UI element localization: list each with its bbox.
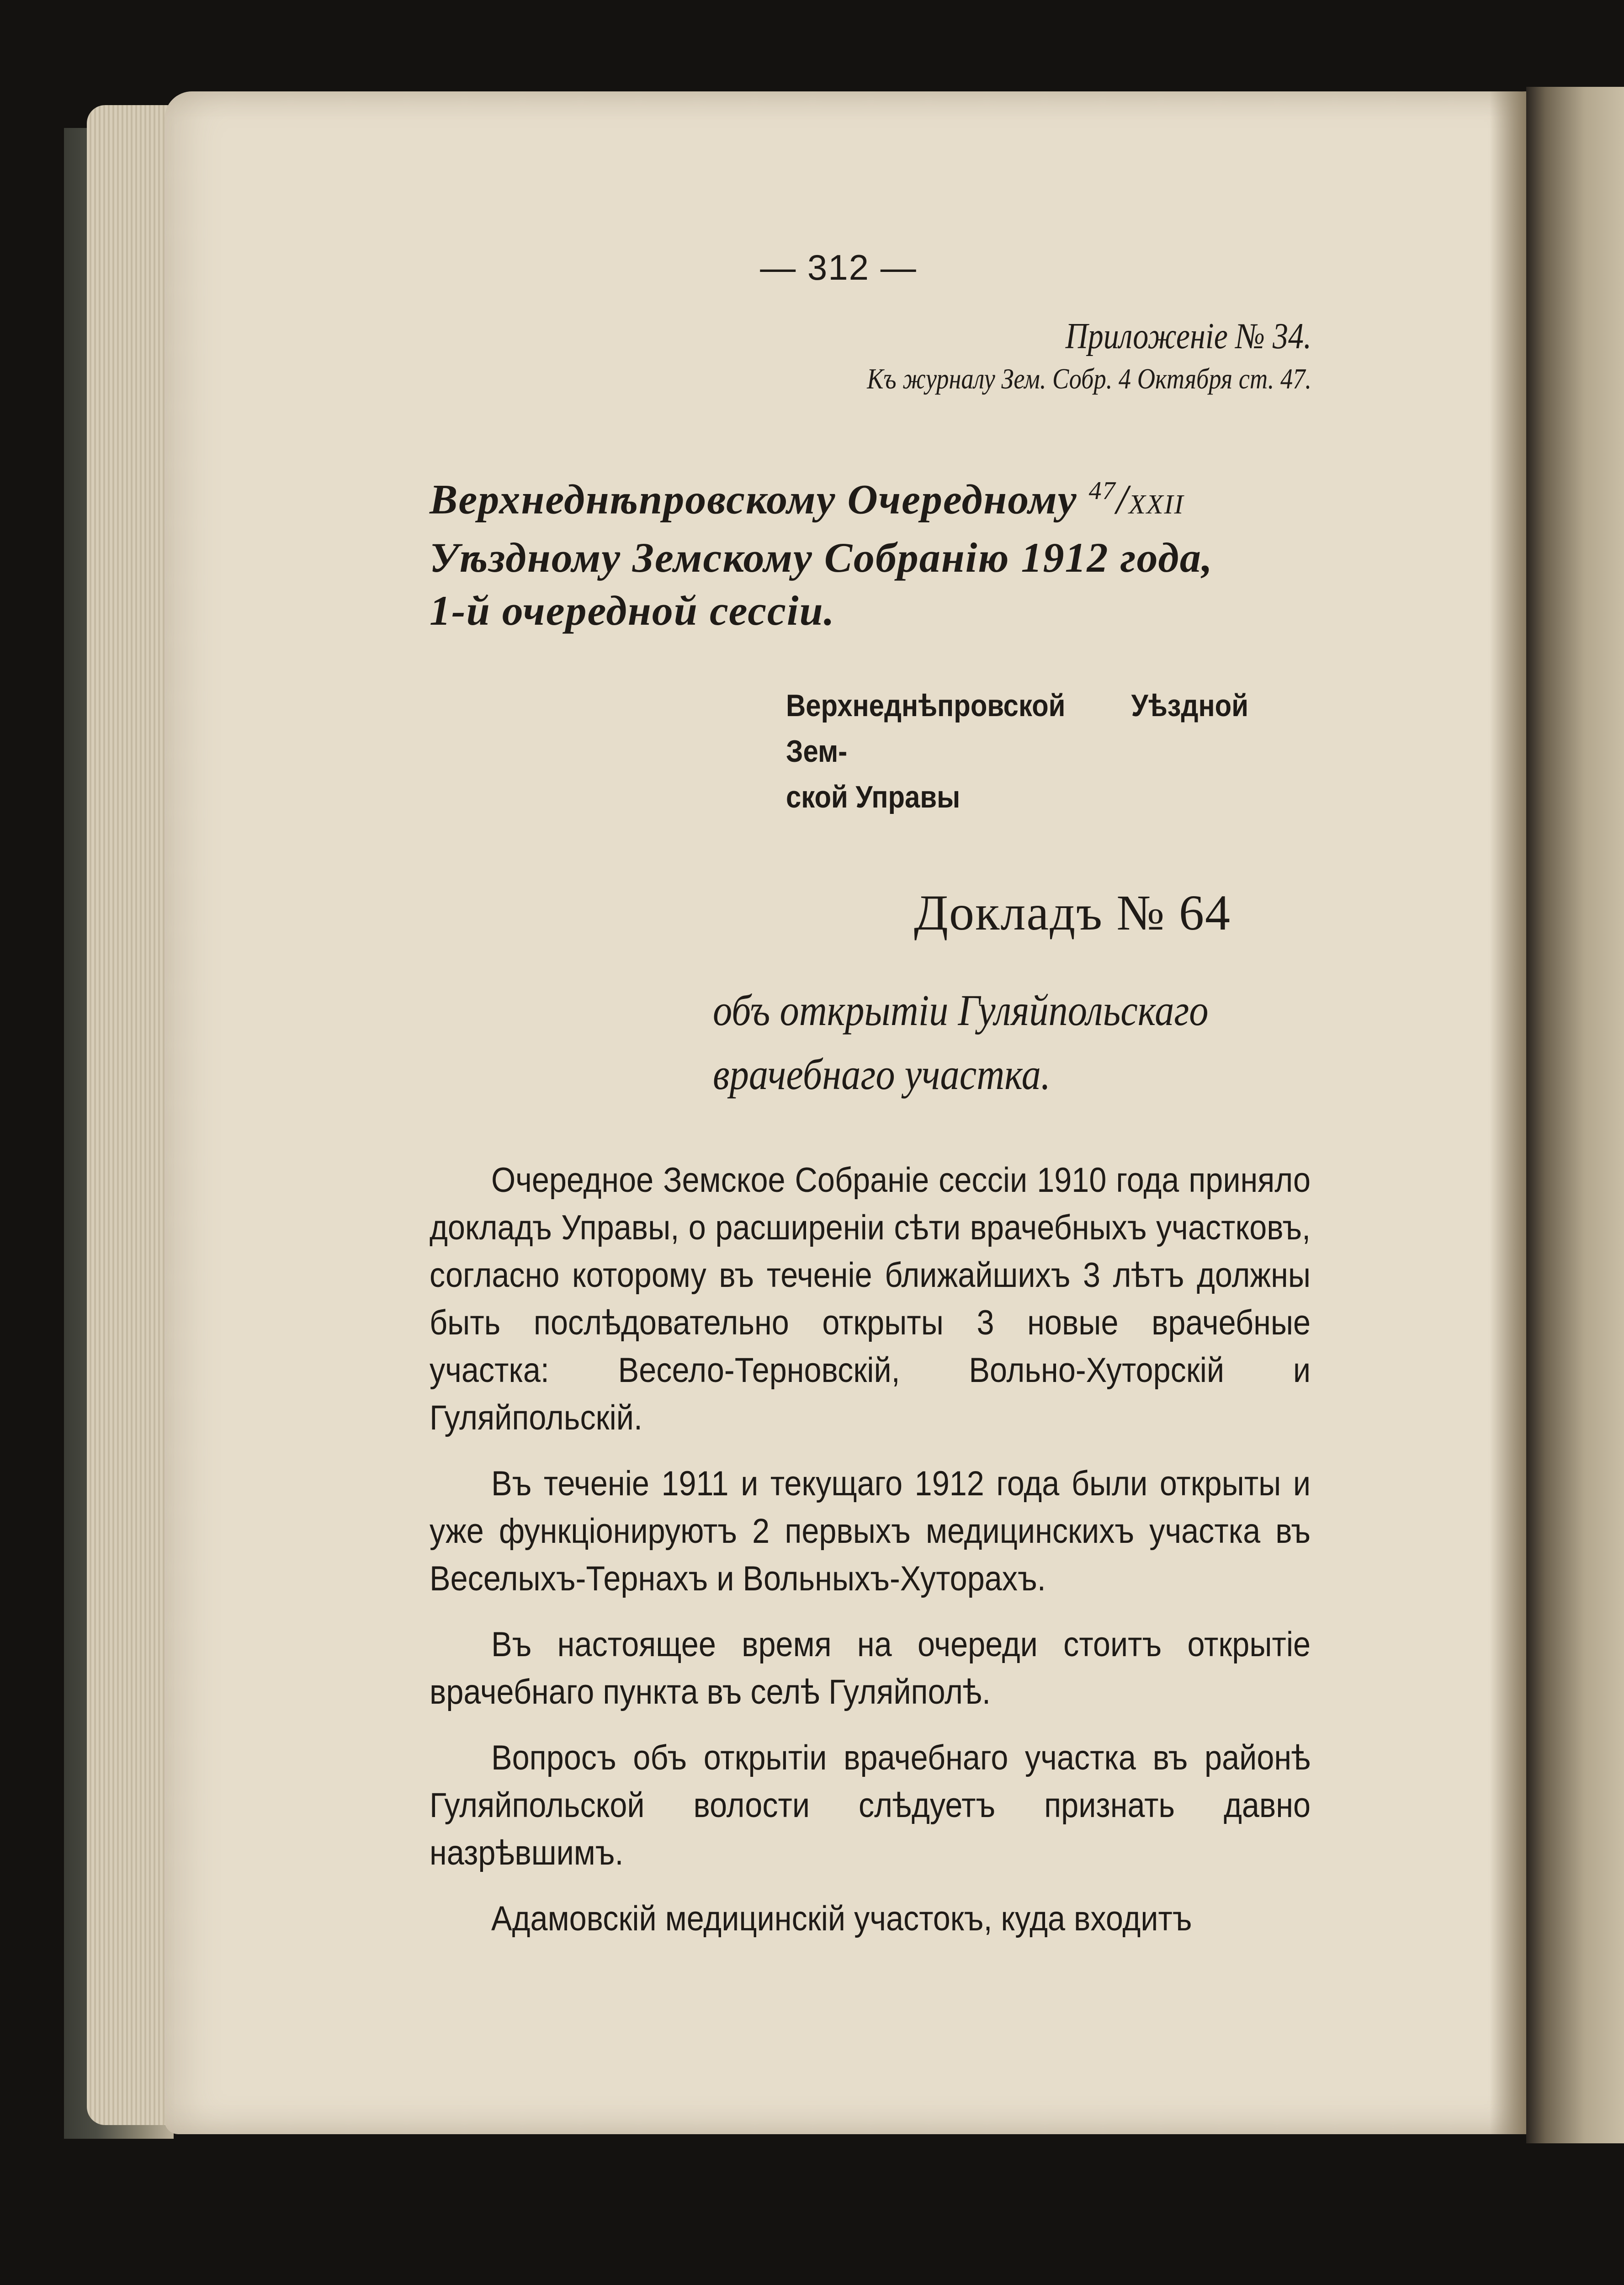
report-title: Докладъ № 64 <box>914 884 1231 941</box>
report-subtitle-line-1: объ открытіи Гуляйпольскаго <box>713 985 1209 1035</box>
address-line-2: Уѣздному Земскому Собранію 1912 года, <box>430 534 1213 581</box>
address-heading <box>430 464 1311 637</box>
report-subtitle <box>713 978 1240 1106</box>
report-subtitle-line-2: врачебнаго участка. <box>713 1049 1051 1099</box>
facing-page-edge <box>1526 87 1624 2143</box>
address-line-3: 1-й очередной сессіи. <box>430 587 835 634</box>
address-slash: / <box>1116 476 1129 523</box>
address-number: 47 <box>1088 477 1116 505</box>
issuing-body-line-2: ской Управы <box>786 779 961 814</box>
paragraph: Вопросъ объ открытіи врачебнаго участка въ районѣ Гуляйпольской волости слѣдуетъ признать давно назрѣвшимъ. <box>430 1738 1311 1872</box>
paragraph: Въ настоящее время на очереди стоитъ открытіе врачебнаго пункта въ селѣ Гуляйполѣ. <box>430 1625 1311 1711</box>
page-number: — 312 — <box>760 247 917 287</box>
paragraph: Адамовскій медицинскій участокъ, куда входитъ <box>491 1899 1192 1938</box>
journal-reference: Къ журналу Зем. Собр. 4 Октября ст. 47. <box>867 362 1311 395</box>
address-line-1: Верхнеднѣпровскому Очередному <box>430 476 1077 523</box>
paragraph: Въ теченіе 1911 и текущаго 1912 года были открыты и уже функціонируютъ 2 первыхъ медицинскихъ участка въ Веселыхъ-Тернахъ и Вольныхъ-Хуторахъ. <box>430 1464 1311 1598</box>
issuing-body-line-1: Верхнеднѣпровской Уѣздной Зем- <box>786 688 1248 769</box>
address-roman: XXII <box>1129 489 1184 520</box>
body-text <box>430 1157 1311 1943</box>
page-text <box>430 247 1311 1961</box>
appendix-title: Приложеніе № 34. <box>1065 316 1311 356</box>
paragraph: Очередное Земское Собраніе сессіи 1910 года приняло докладъ Управы, о расширеніи сѣти врачебныхъ участковъ, согласно которому въ теченіе ближайшихъ 3 лѣтъ должны быть послѣдовательно открыты 3 новые врачебные участка: Весело-Терновскій, Вольно-Хуторскій и Гуляйпольскій. <box>430 1160 1311 1437</box>
issuing-body <box>786 683 1248 820</box>
